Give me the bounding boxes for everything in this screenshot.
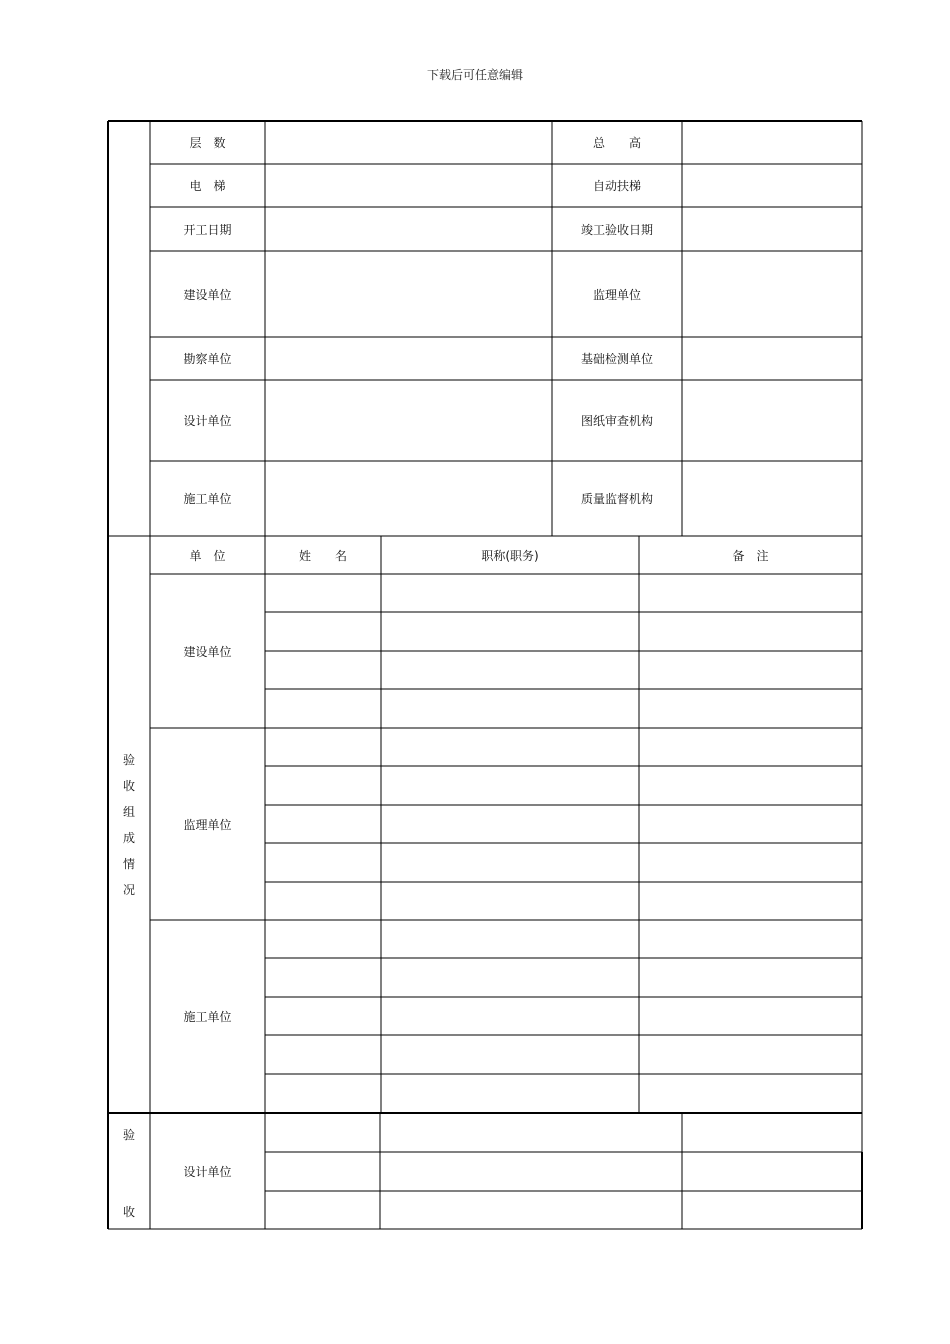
side-label-acceptance-team (108, 536, 150, 1113)
field-foundation-test-unit[interactable] (682, 337, 862, 380)
label-construction-owner: 建设单位 (183, 287, 232, 302)
field-total-height[interactable] (682, 121, 862, 164)
field-start-date[interactable] (265, 207, 552, 251)
field-quality-supervision[interactable] (682, 461, 862, 536)
field-construction-owner[interactable] (265, 251, 552, 337)
label-escalator: 自动扶梯 (592, 179, 641, 193)
side-char: 组 (122, 804, 135, 819)
group-construction-unit: 施工单位 (183, 1010, 232, 1024)
field-elevator[interactable] (265, 164, 552, 207)
label-start-date: 开工日期 (183, 222, 232, 237)
header-name: 姓 名 (298, 548, 347, 563)
label-supervision-unit: 监理单位 (592, 287, 641, 302)
label-acceptance-date: 竣工验收日期 (580, 222, 653, 237)
label-construction-unit: 施工单位 (183, 492, 232, 506)
side-char: 收 (122, 778, 135, 793)
field-survey-unit[interactable] (265, 337, 552, 380)
field-supervision-unit[interactable] (682, 251, 862, 337)
side-char: 情 (122, 856, 135, 871)
side-char: 成 (122, 830, 135, 845)
header-unit: 单 位 (189, 548, 226, 563)
bottom-side-char-1: 验 (122, 1127, 135, 1142)
header-remark: 备 注 (732, 548, 769, 563)
label-survey-unit: 勘察单位 (183, 352, 232, 366)
field-construction-unit[interactable] (265, 461, 552, 536)
field-design-unit[interactable] (265, 380, 552, 461)
side-char: 验 (122, 752, 135, 767)
label-drawing-review: 图纸审查机构 (580, 414, 653, 428)
header-title: 职称(职务) (481, 548, 539, 563)
group-supervision-unit: 监理单位 (183, 817, 232, 832)
header-note: 下载后可任意编辑 (426, 68, 523, 82)
bottom-side-char-2: 收 (122, 1204, 135, 1219)
field-acceptance-date[interactable] (682, 207, 862, 251)
group-design-unit: 设计单位 (183, 1164, 232, 1179)
label-elevator: 电 梯 (189, 179, 226, 193)
label-quality-supervision: 质量监督机构 (580, 492, 653, 506)
group-build-unit: 建设单位 (183, 644, 232, 659)
field-floors[interactable] (265, 121, 552, 164)
label-total-height: 总 高 (592, 136, 641, 150)
label-foundation-test-unit: 基础检测单位 (580, 352, 653, 366)
label-floors: 层 数 (189, 136, 226, 150)
label-design-unit: 设计单位 (183, 414, 232, 428)
field-escalator[interactable] (682, 164, 862, 207)
field-drawing-review[interactable] (682, 380, 862, 461)
side-char: 况 (122, 882, 135, 897)
